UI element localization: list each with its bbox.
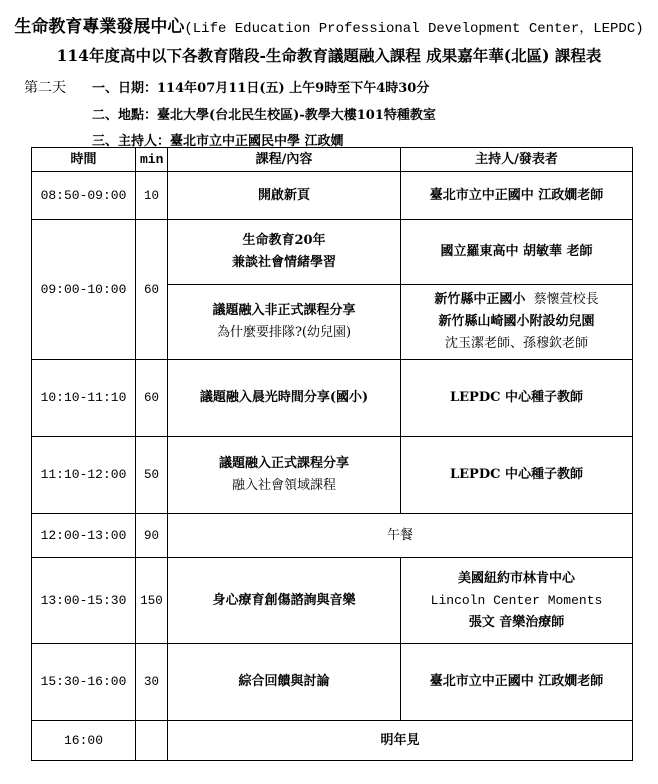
row-min: 30: [136, 644, 168, 721]
row-course: 明年見: [168, 721, 633, 761]
course-line: 融入社會領域課程: [231, 478, 336, 493]
table-row: [32, 437, 633, 514]
row-course: 議題融入晨光時間分享(國小): [168, 360, 401, 437]
table-header-row: [32, 148, 633, 172]
row-time: 13:00-15:30: [32, 558, 136, 644]
row-course: [168, 437, 401, 514]
row-time: 09:00-10:00: [32, 220, 136, 360]
row-course: 午餐: [168, 514, 633, 558]
row-time: 15:30-16:00: [32, 644, 136, 721]
host-line: 蔡懷萱校長: [533, 292, 599, 307]
table-row: [32, 514, 633, 558]
host-line: 新竹縣中正國小: [434, 292, 526, 307]
place-label: 二、地點：: [92, 108, 158, 123]
page-title: [0, 12, 658, 37]
row-host: [401, 558, 633, 644]
place-value: 臺北大學(台北民生校區)-教學大樓101特種教室: [157, 108, 436, 123]
course-line: 議題融入正式課程分享: [218, 456, 349, 471]
course-line: 議題融入非正式課程分享: [212, 303, 356, 318]
table-row: [32, 172, 633, 220]
row-course: [168, 285, 401, 360]
row-time: 12:00-13:00: [32, 514, 136, 558]
row-host: 國立羅東高中 胡敏華 老師: [401, 220, 633, 285]
row-min: 60: [136, 360, 168, 437]
title-chinese: 生命教育專業發展中心: [14, 17, 185, 37]
table-row: [32, 558, 633, 644]
row-course: 身心療育創傷諮詢與音樂: [168, 558, 401, 644]
row-course: 綜合回饋與討論: [168, 644, 401, 721]
date-value: 114年07月11日(五) 上午9時至下午4時30分: [157, 81, 430, 96]
row-min: 50: [136, 437, 168, 514]
row-host: 臺北市立中正國中 江政嫺老師: [401, 172, 633, 220]
page-subtitle: 114年度高中以下各教育階段-生命教育議題融入課程 成果嘉年華(北區) 課程表: [56, 46, 602, 65]
row-host: LEPDC 中心種子教師: [401, 437, 633, 514]
course-line: 為什麼要排隊?(幼兒園): [216, 325, 352, 340]
row-time: 10:10-11:10: [32, 360, 136, 437]
host-line: 新竹縣山崎國小附設幼兒園: [438, 314, 595, 329]
table-row: [32, 360, 633, 437]
row-course: 開啟新頁: [168, 172, 401, 220]
row-time: 08:50-09:00: [32, 172, 136, 220]
row-min: 10: [136, 172, 168, 220]
date-info: [92, 77, 429, 96]
host-line: 張文 音樂治療師: [468, 614, 565, 630]
course-line: 兼談社會情緒學習: [231, 255, 336, 270]
row-min: 150: [136, 558, 168, 644]
host-value: 臺北市立中正國民中學 江政嫺: [170, 134, 344, 149]
row-host: [401, 285, 633, 360]
table-row: [32, 644, 633, 721]
header-time: 時間: [32, 148, 136, 172]
row-min: 60: [136, 220, 168, 360]
row-host: LEPDC 中心種子教師: [401, 360, 633, 437]
table-row: [32, 721, 633, 761]
host-line: 沈玉潔老師、孫穆欽老師: [444, 336, 588, 351]
row-min: [136, 721, 168, 761]
header-host: 主持人/發表者: [401, 148, 633, 172]
row-min: 90: [136, 514, 168, 558]
schedule-table: [31, 147, 633, 761]
title-english: (Life Education Professional Development Center，LEPDC): [184, 21, 644, 37]
row-time: 16:00: [32, 721, 136, 761]
day-label: 第二天: [24, 80, 66, 96]
host-line: 美國紐約市林肯中心: [457, 570, 575, 586]
row-course: [168, 220, 401, 285]
course-line: 生命教育20年: [242, 233, 326, 248]
date-label: 一、日期：: [92, 81, 158, 96]
table-row: [32, 220, 633, 285]
row-host: 臺北市立中正國中 江政嫺老師: [401, 644, 633, 721]
row-time: 11:10-12:00: [32, 437, 136, 514]
host-label: 三、主持人：: [92, 134, 171, 149]
header-course: 課程/內容: [168, 148, 401, 172]
header-min: min: [136, 148, 168, 172]
host-line: Lincoln Center Moments: [430, 592, 603, 608]
place-info: [92, 104, 436, 123]
